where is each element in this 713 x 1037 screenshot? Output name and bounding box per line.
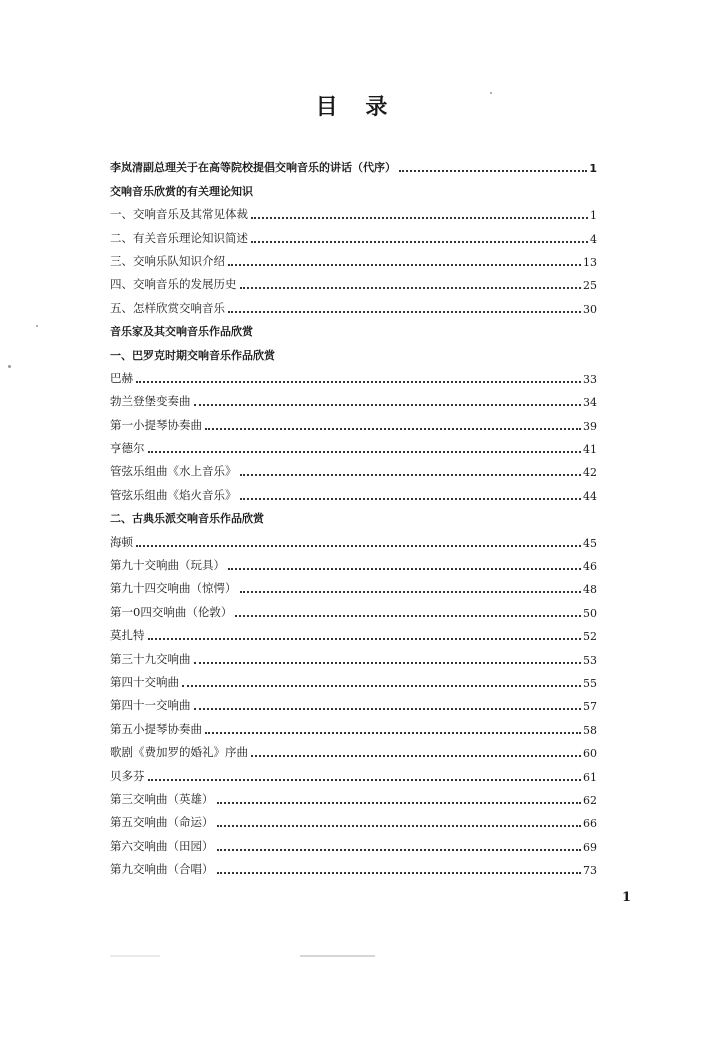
toc-entry-label: 第九十四交响曲（惊愕） bbox=[110, 581, 237, 596]
dot-leader bbox=[240, 287, 582, 289]
toc-entry bbox=[110, 760, 597, 783]
toc-entry-label: 二、有关音乐理论知识简述 bbox=[110, 230, 248, 245]
toc-entry-label: 四、交响音乐的发展历史 bbox=[110, 277, 237, 292]
toc-entry bbox=[110, 620, 597, 643]
toc-entry bbox=[110, 526, 597, 549]
toc-entry-page: 48 bbox=[583, 583, 597, 597]
toc-entry-page: 25 bbox=[583, 279, 597, 293]
toc-entry-label: 第五交响曲（命运） bbox=[110, 815, 214, 830]
toc-entry bbox=[110, 363, 597, 386]
toc-entry-label: 交响音乐欣赏的有关理论知识 bbox=[110, 184, 253, 198]
dot-leader bbox=[235, 615, 581, 617]
toc-entry bbox=[110, 433, 597, 456]
toc-entry-label: 贝多芬 bbox=[110, 768, 145, 783]
toc-entry bbox=[110, 643, 597, 666]
toc-entry bbox=[110, 667, 597, 690]
toc-entry-label: 莫扎特 bbox=[110, 628, 145, 643]
toc-entry-page: 66 bbox=[583, 817, 597, 831]
toc-entry bbox=[110, 269, 597, 292]
toc-entry-page: 46 bbox=[583, 560, 597, 574]
toc-entry-label: 第九交响曲（合唱） bbox=[110, 862, 214, 877]
toc-entry bbox=[110, 807, 597, 830]
toc-entry-page: 42 bbox=[583, 466, 597, 480]
scan-smudge bbox=[300, 955, 375, 957]
table-of-contents bbox=[110, 152, 597, 877]
toc-entry bbox=[110, 854, 597, 877]
toc-entry-label: 二、古典乐派交响音乐作品欣赏 bbox=[110, 512, 264, 526]
dot-leader bbox=[217, 849, 582, 851]
dot-leader bbox=[240, 474, 582, 476]
dot-leader bbox=[251, 755, 581, 757]
toc-entry-label: 音乐家及其交响音乐作品欣赏 bbox=[110, 325, 253, 339]
dot-leader bbox=[240, 498, 582, 500]
toc-entry-page: 4 bbox=[590, 232, 597, 246]
toc-entry bbox=[110, 292, 597, 315]
dot-leader bbox=[194, 708, 582, 710]
toc-entry bbox=[110, 456, 597, 479]
toc-entry-page: 52 bbox=[583, 630, 597, 644]
toc-entry-page: 44 bbox=[583, 489, 597, 503]
dot-leader bbox=[136, 545, 581, 547]
toc-entry-page: 69 bbox=[583, 840, 597, 854]
toc-entry-label: 管弦乐组曲《水上音乐》 bbox=[110, 464, 237, 479]
toc-entry-label: 李岚清副总理关于在高等院校提倡交响音乐的讲话（代序） bbox=[110, 161, 396, 175]
toc-entry-page: 50 bbox=[583, 606, 597, 620]
toc-entry-label: 五、怎样欣赏交响音乐 bbox=[110, 300, 225, 315]
toc-entry-label: 第三交响曲（英雄） bbox=[110, 791, 214, 806]
toc-entry bbox=[110, 550, 597, 573]
toc-heading bbox=[110, 152, 597, 175]
toc-entry bbox=[110, 690, 597, 713]
toc-entry bbox=[110, 596, 597, 619]
toc-entry-page: 57 bbox=[583, 700, 597, 714]
toc-entry-label: 第四十交响曲 bbox=[110, 674, 179, 689]
scan-speck bbox=[490, 92, 492, 94]
toc-entry-page: 33 bbox=[583, 372, 597, 386]
dot-leader bbox=[205, 732, 581, 734]
toc-heading bbox=[110, 316, 597, 339]
dot-leader bbox=[217, 825, 582, 827]
dot-leader bbox=[148, 638, 582, 640]
toc-entry-page: 1 bbox=[589, 162, 597, 176]
toc-entry bbox=[110, 199, 597, 222]
toc-entry-label: 歌剧《费加罗的婚礼》序曲 bbox=[110, 745, 248, 760]
dot-leader bbox=[228, 264, 581, 266]
toc-entry-page: 1 bbox=[590, 209, 597, 223]
dot-leader bbox=[228, 568, 581, 570]
dot-leader bbox=[228, 311, 581, 313]
toc-entry-label: 第五小提琴协奏曲 bbox=[110, 721, 202, 736]
toc-entry-page: 13 bbox=[583, 255, 597, 269]
dot-leader bbox=[205, 428, 581, 430]
toc-entry-label: 一、交响音乐及其常见体裁 bbox=[110, 207, 248, 222]
toc-entry bbox=[110, 573, 597, 596]
toc-entry bbox=[110, 222, 597, 245]
dot-leader bbox=[194, 662, 582, 664]
toc-entry-label: 第三十九交响曲 bbox=[110, 651, 191, 666]
toc-entry bbox=[110, 784, 597, 807]
toc-entry-page: 60 bbox=[583, 747, 597, 761]
dot-leader bbox=[217, 872, 582, 874]
toc-entry bbox=[110, 386, 597, 409]
toc-entry bbox=[110, 479, 597, 502]
toc-entry bbox=[110, 737, 597, 760]
toc-entry-page: 58 bbox=[583, 723, 597, 737]
toc-entry-label: 一、巴罗克时期交响音乐作品欣赏 bbox=[110, 348, 275, 362]
toc-entry-label: 海顿 bbox=[110, 534, 133, 549]
toc-entry-page: 55 bbox=[583, 676, 597, 690]
toc-entry-label: 第一0四交响曲（伦敦） bbox=[110, 604, 233, 619]
toc-entry-label: 第九十交响曲（玩具） bbox=[110, 558, 225, 573]
scan-smudge bbox=[110, 955, 160, 957]
toc-entry-label: 亨德尔 bbox=[110, 441, 145, 456]
dot-leader bbox=[194, 404, 582, 406]
toc-entry-page: 34 bbox=[583, 396, 597, 410]
toc-entry-label: 勃兰登堡变奏曲 bbox=[110, 394, 191, 409]
toc-entry bbox=[110, 830, 597, 853]
dot-leader bbox=[399, 170, 587, 172]
toc-heading bbox=[110, 503, 597, 526]
toc-heading bbox=[110, 339, 597, 362]
toc-entry-page: 30 bbox=[583, 302, 597, 316]
toc-entry-label: 第四十一交响曲 bbox=[110, 698, 191, 713]
dot-leader bbox=[136, 381, 581, 383]
page-title: 目 录 bbox=[315, 95, 398, 120]
dot-leader bbox=[240, 591, 582, 593]
toc-entry-label: 第六交响曲（田园） bbox=[110, 838, 214, 853]
dot-leader bbox=[251, 217, 588, 219]
toc-entry-page: 62 bbox=[583, 793, 597, 807]
page-number: 1 bbox=[622, 890, 632, 905]
toc-entry-label: 三、交响乐队知识介绍 bbox=[110, 253, 225, 268]
dot-leader bbox=[251, 241, 588, 243]
toc-entry-page: 53 bbox=[583, 653, 597, 667]
toc-entry-page: 61 bbox=[583, 770, 597, 784]
scan-speck bbox=[36, 325, 38, 327]
toc-entry-page: 39 bbox=[583, 419, 597, 433]
dot-leader bbox=[182, 685, 581, 687]
toc-entry bbox=[110, 713, 597, 736]
toc-entry-page: 41 bbox=[583, 443, 597, 457]
toc-entry-label: 第一小提琴协奏曲 bbox=[110, 417, 202, 432]
dot-leader bbox=[148, 779, 582, 781]
toc-entry-label: 管弦乐组曲《焰火音乐》 bbox=[110, 487, 237, 502]
dot-leader bbox=[217, 802, 582, 804]
dot-leader bbox=[148, 451, 582, 453]
toc-entry bbox=[110, 246, 597, 269]
toc-heading bbox=[110, 175, 597, 198]
scan-speck bbox=[8, 365, 11, 368]
toc-entry-page: 45 bbox=[583, 536, 597, 550]
toc-entry-page: 73 bbox=[583, 864, 597, 878]
toc-entry-label: 巴赫 bbox=[110, 370, 133, 385]
toc-entry bbox=[110, 409, 597, 432]
